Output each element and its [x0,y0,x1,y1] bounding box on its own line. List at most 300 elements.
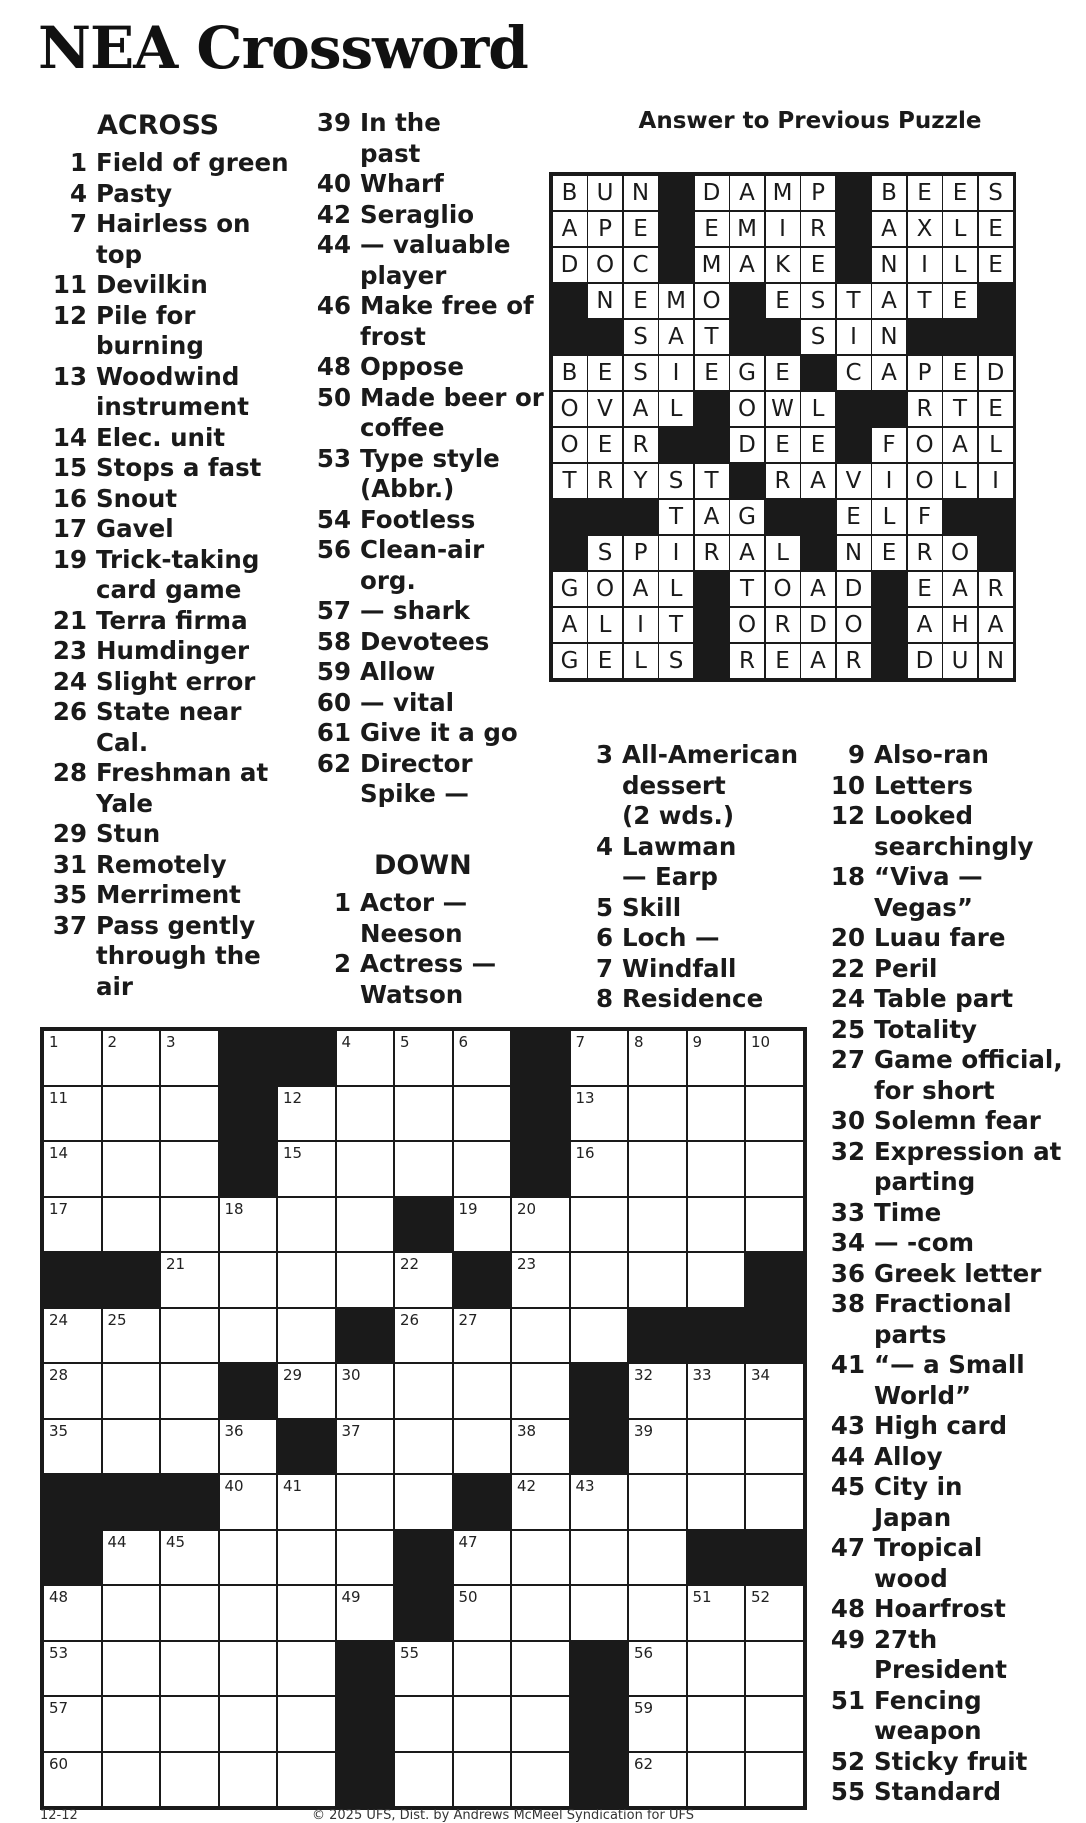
black-square [746,1253,803,1307]
grid-cell[interactable] [571,1586,628,1640]
across-clues-column-1 [40,148,310,1002]
answer-letter: U [588,176,622,211]
grid-cell[interactable] [220,1309,277,1363]
answer-black-square [588,320,622,355]
answer-letter: L [943,464,977,499]
grid-cell[interactable] [278,1309,335,1363]
grid-cell[interactable] [395,1087,452,1141]
answer-black-square [766,320,800,355]
grid-cell[interactable] [571,1253,628,1307]
grid-cell[interactable] [629,1031,686,1085]
grid-cell[interactable] [337,1031,394,1085]
clue-item [818,862,1080,923]
clue-item [304,596,544,627]
answer-letter: C [837,356,871,391]
grid-cell[interactable] [629,1364,686,1418]
answer-letter: D [553,248,587,283]
grid-cell[interactable] [512,1753,569,1807]
grid-cell[interactable] [629,1642,686,1696]
answer-letter: S [801,320,835,355]
grid-cell[interactable] [746,1642,803,1696]
black-square [746,1309,803,1363]
clue-number: 57 [316,596,351,625]
grid-cell[interactable] [454,1697,511,1751]
clue-number: 55 [830,1777,865,1806]
grid-cell[interactable] [278,1531,335,1585]
clue-item [818,1289,1080,1350]
answer-letter: O [588,248,622,283]
grid-cell[interactable] [688,1753,745,1807]
black-square [44,1475,101,1529]
grid-cell[interactable] [278,1198,335,1252]
clue-text: — valuable player [360,230,511,290]
cell-number: 41 [283,1477,303,1495]
grid-cell[interactable] [103,1642,160,1696]
grid-cell[interactable] [688,1031,745,1085]
grid-cell[interactable] [512,1475,569,1529]
clue-item [818,1777,1080,1808]
clue-number: 61 [316,718,351,747]
cell-number: 4 [341,1033,352,1051]
grid-cell[interactable] [278,1475,335,1529]
clue-text: Slight error [96,666,256,696]
clue-item [818,923,1080,954]
grid-cell[interactable] [512,1531,569,1585]
black-square [103,1475,160,1529]
grid-cell[interactable] [395,1697,452,1751]
grid-cell[interactable] [337,1475,394,1529]
grid-cell[interactable] [512,1420,569,1474]
clue-item [304,108,544,169]
cell-number: 53 [49,1643,69,1662]
answer-letter: T [943,392,977,427]
grid-cell[interactable] [161,1309,218,1363]
grid-cell[interactable] [44,1087,101,1141]
grid-cell[interactable] [103,1420,160,1474]
grid-cell[interactable] [688,1586,745,1640]
clue-item [304,383,544,444]
clue-item [304,200,544,231]
grid-cell[interactable] [220,1198,277,1252]
grid-cell[interactable] [161,1253,218,1307]
clue-item [304,627,544,658]
grid-cell[interactable] [161,1420,218,1474]
grid-cell[interactable] [571,1142,628,1196]
down-heading: DOWN [374,850,472,881]
grid-cell[interactable] [688,1420,745,1474]
grid-cell[interactable] [103,1142,160,1196]
grid-cell[interactable] [337,1586,394,1640]
answer-letter: R [695,536,729,571]
clue-item [40,453,310,484]
grid-cell[interactable] [220,1420,277,1474]
clue-number: 24 [830,984,865,1013]
clue-number: 46 [316,291,351,320]
grid-cell[interactable] [44,1697,101,1751]
grid-cell[interactable] [571,1531,628,1585]
cell-number: 37 [341,1421,361,1440]
clue-number: 51 [830,1685,865,1715]
grid-cell[interactable] [629,1753,686,1807]
grid-cell[interactable] [454,1087,511,1141]
grid-cell[interactable] [746,1753,803,1807]
grid-cell[interactable] [220,1531,277,1585]
grid-cell[interactable] [395,1031,452,1085]
grid-cell[interactable] [512,1697,569,1751]
grid-cell[interactable] [629,1198,686,1252]
grid-cell[interactable] [103,1364,160,1418]
grid-cell[interactable] [512,1253,569,1307]
answer-letter: A [553,212,587,247]
black-square [278,1031,335,1085]
grid-cell[interactable] [746,1031,803,1085]
grid-cell[interactable] [454,1531,511,1585]
cell-number: 27 [458,1310,478,1329]
answer-letter: L [872,500,906,535]
grid-cell[interactable] [746,1364,803,1418]
clue-text: Stops a fast [96,453,262,482]
answer-letter: E [837,500,871,535]
clue-item [40,850,310,881]
grid-cell[interactable] [629,1586,686,1640]
grid-cell[interactable] [746,1087,803,1141]
grid-cell[interactable] [512,1642,569,1696]
answer-letter: A [730,176,764,211]
grid-cell[interactable] [746,1697,803,1751]
clue-number: 48 [316,352,351,381]
grid-cell[interactable] [44,1364,101,1418]
grid-cell[interactable] [454,1586,511,1640]
answer-black-square [553,500,587,535]
grid-cell[interactable] [44,1642,101,1696]
grid-cell[interactable] [454,1753,511,1807]
grid-cell[interactable] [629,1087,686,1141]
previous-answer-grid [549,172,1016,682]
grid-cell[interactable] [278,1142,335,1196]
cell-number: 48 [49,1588,69,1606]
black-square [571,1753,628,1807]
answer-letter: L [943,248,977,283]
clue-item [566,832,826,893]
grid-cell[interactable] [688,1697,745,1751]
cell-number: 9 [692,1033,703,1051]
grid-cell[interactable] [395,1475,452,1529]
answer-letter: P [624,536,658,571]
grid-cell[interactable] [337,1142,394,1196]
black-square [337,1697,394,1751]
black-square [629,1309,686,1363]
clue-number: 27 [830,1045,865,1074]
grid-cell[interactable] [512,1364,569,1418]
answer-letter: A [801,572,835,607]
crossword-grid[interactable] [40,1027,807,1810]
grid-cell[interactable] [395,1753,452,1807]
grid-cell[interactable] [512,1198,569,1252]
answer-letter: N [979,644,1013,679]
clue-number: 39 [316,108,351,137]
answer-letter: M [695,248,729,283]
grid-cell[interactable] [688,1475,745,1529]
clue-number: 12 [830,801,865,830]
clue-number: 34 [830,1228,865,1257]
grid-cell[interactable] [44,1753,101,1807]
grid-cell[interactable] [44,1309,101,1363]
page-title: NEA Crossword [38,14,528,82]
grid-cell[interactable] [337,1198,394,1252]
clue-item [304,949,544,1010]
answer-letter: E [695,356,729,391]
answer-letter: B [553,176,587,211]
clue-text: Snout [96,483,178,513]
black-square [103,1253,160,1307]
grid-cell[interactable] [278,1087,335,1141]
clue-number: 12 [52,300,87,330]
clue-number: 32 [830,1136,865,1166]
grid-cell[interactable] [278,1753,335,1807]
grid-cell[interactable] [44,1198,101,1252]
cell-number: 7 [575,1033,586,1051]
grid-cell[interactable] [220,1475,277,1529]
clue-text: State near Cal. [96,697,242,757]
grid-cell[interactable] [103,1198,160,1252]
grid-cell[interactable] [512,1586,569,1640]
clue-number: 24 [52,666,87,696]
clue-item [304,749,544,810]
answer-black-square [766,500,800,535]
grid-cell[interactable] [161,1753,218,1807]
answer-black-square [695,644,729,679]
grid-cell[interactable] [337,1253,394,1307]
clue-item [818,1198,1080,1229]
answer-letter: E [979,248,1013,283]
black-square [571,1364,628,1418]
clue-item [566,740,826,832]
grid-cell[interactable] [512,1309,569,1363]
grid-cell[interactable] [688,1087,745,1141]
clue-number: 62 [316,748,351,778]
answer-letter: G [730,356,764,391]
black-square [512,1142,569,1196]
grid-cell[interactable] [746,1420,803,1474]
grid-cell[interactable] [103,1031,160,1085]
grid-cell[interactable] [278,1642,335,1696]
cell-number: 52 [751,1588,771,1606]
answer-letter: S [588,536,622,571]
grid-cell[interactable] [454,1364,511,1418]
grid-cell[interactable] [571,1031,628,1085]
answer-letter: E [695,212,729,247]
grid-cell[interactable] [395,1364,452,1418]
grid-cell[interactable] [454,1642,511,1696]
grid-cell[interactable] [688,1642,745,1696]
clue-text: Allow [360,657,436,686]
clue-item [566,923,826,954]
grid-cell[interactable] [220,1697,277,1751]
grid-cell[interactable] [629,1420,686,1474]
grid-cell[interactable] [337,1531,394,1585]
grid-cell[interactable] [44,1420,101,1474]
grid-cell[interactable] [395,1420,452,1474]
grid-cell[interactable] [746,1142,803,1196]
grid-cell[interactable] [629,1142,686,1196]
grid-cell[interactable] [161,1586,218,1640]
grid-cell[interactable] [337,1364,394,1418]
clue-item [40,270,310,301]
grid-cell[interactable] [44,1586,101,1640]
clue-item [40,484,310,515]
grid-cell[interactable] [220,1253,277,1307]
grid-cell[interactable] [571,1475,628,1529]
clue-number: 22 [830,953,865,983]
answer-letter: O [730,608,764,643]
grid-cell[interactable] [395,1642,452,1696]
grid-cell[interactable] [337,1420,394,1474]
grid-cell[interactable] [103,1753,160,1807]
grid-cell[interactable] [161,1087,218,1141]
grid-cell[interactable] [220,1642,277,1696]
clue-number: 4 [595,831,613,861]
previous-answer-heading: Answer to Previous Puzzle [638,108,982,134]
grid-cell[interactable] [278,1364,335,1418]
grid-cell[interactable] [629,1475,686,1529]
clue-number: 44 [830,1441,865,1471]
clue-number: 29 [52,819,87,848]
grid-cell[interactable] [454,1031,511,1085]
answer-letter: S [801,284,835,319]
grid-cell[interactable] [688,1142,745,1196]
answer-letter: L [588,608,622,643]
grid-cell[interactable] [161,1142,218,1196]
cell-number: 2 [107,1033,118,1051]
clue-number: 13 [52,361,87,391]
grid-cell[interactable] [103,1309,160,1363]
answer-letter: O [766,572,800,607]
grid-cell[interactable] [161,1198,218,1252]
answer-letter: R [766,464,800,499]
grid-cell[interactable] [688,1198,745,1252]
grid-cell[interactable] [629,1253,686,1307]
answer-letter: I [837,320,871,355]
grid-cell[interactable] [746,1198,803,1252]
grid-cell[interactable] [454,1142,511,1196]
black-square [337,1753,394,1807]
cell-number: 40 [224,1477,244,1495]
grid-cell[interactable] [278,1253,335,1307]
grid-cell[interactable] [746,1475,803,1529]
grid-cell[interactable] [454,1309,511,1363]
grid-cell[interactable] [103,1531,160,1585]
answer-black-square [872,608,906,643]
grid-cell[interactable] [571,1198,628,1252]
clue-text: Remotely [96,849,227,879]
grid-cell[interactable] [161,1642,218,1696]
cell-number: 57 [49,1699,69,1717]
cell-number: 1 [49,1033,59,1051]
grid-cell[interactable] [278,1697,335,1751]
clue-item [40,667,310,698]
grid-cell[interactable] [161,1364,218,1418]
answer-black-square [943,320,977,355]
grid-cell[interactable] [161,1031,218,1085]
clue-text: Actor — Neeson [360,888,468,948]
answer-letter: R [766,608,800,643]
cell-number: 14 [49,1144,69,1162]
grid-cell[interactable] [103,1586,160,1640]
cell-number: 24 [49,1310,69,1329]
cell-number: 19 [458,1199,478,1218]
clue-text: Devilkin [96,270,208,299]
grid-cell[interactable] [103,1697,160,1751]
answer-letter: A [943,428,977,463]
clue-item [40,911,310,1003]
answer-letter: E [908,572,942,607]
answer-letter: T [908,284,942,319]
black-square [571,1420,628,1474]
clue-item [818,1594,1080,1625]
grid-cell[interactable] [454,1198,511,1252]
answer-letter: A [695,500,729,535]
answer-letter: D [979,356,1013,391]
grid-cell[interactable] [454,1420,511,1474]
grid-cell[interactable] [103,1087,160,1141]
clue-item [304,688,544,719]
clue-item [304,657,544,688]
grid-cell[interactable] [337,1087,394,1141]
grid-cell[interactable] [746,1586,803,1640]
grid-cell[interactable] [220,1753,277,1807]
grid-cell[interactable] [161,1531,218,1585]
grid-cell[interactable] [220,1586,277,1640]
black-square [512,1031,569,1085]
grid-cell[interactable] [629,1697,686,1751]
clue-number: 35 [52,880,87,909]
grid-cell[interactable] [629,1531,686,1585]
answer-letter: K [766,248,800,283]
grid-cell[interactable] [571,1087,628,1141]
clue-text: Greek letter [874,1258,1042,1288]
grid-cell[interactable] [44,1142,101,1196]
black-square [571,1642,628,1696]
grid-cell[interactable] [688,1253,745,1307]
answer-letter: R [801,212,835,247]
grid-cell[interactable] [278,1586,335,1640]
grid-cell[interactable] [395,1253,452,1307]
black-square [337,1309,394,1363]
clue-number: 9 [847,740,865,769]
clue-text: Terra firma [96,605,248,635]
answer-letter: R [624,428,658,463]
down-clues-column-3 [566,740,826,1015]
clue-number: 5 [595,892,613,922]
answer-letter: D [801,608,835,643]
clue-text: Windfall [622,953,737,983]
answer-letter: P [801,176,835,211]
answer-black-square [730,284,764,319]
grid-cell[interactable] [44,1031,101,1085]
grid-cell[interactable] [161,1697,218,1751]
clue-number: 25 [830,1014,865,1044]
grid-cell[interactable] [395,1309,452,1363]
answer-black-square [588,500,622,535]
clue-number: 17 [52,514,87,543]
answer-letter: B [872,176,906,211]
clue-number: 1 [333,888,351,917]
grid-cell[interactable] [571,1309,628,1363]
grid-cell[interactable] [688,1364,745,1418]
clue-item [818,1015,1080,1046]
grid-cell[interactable] [395,1142,452,1196]
clue-text: City in Japan [874,1472,963,1532]
